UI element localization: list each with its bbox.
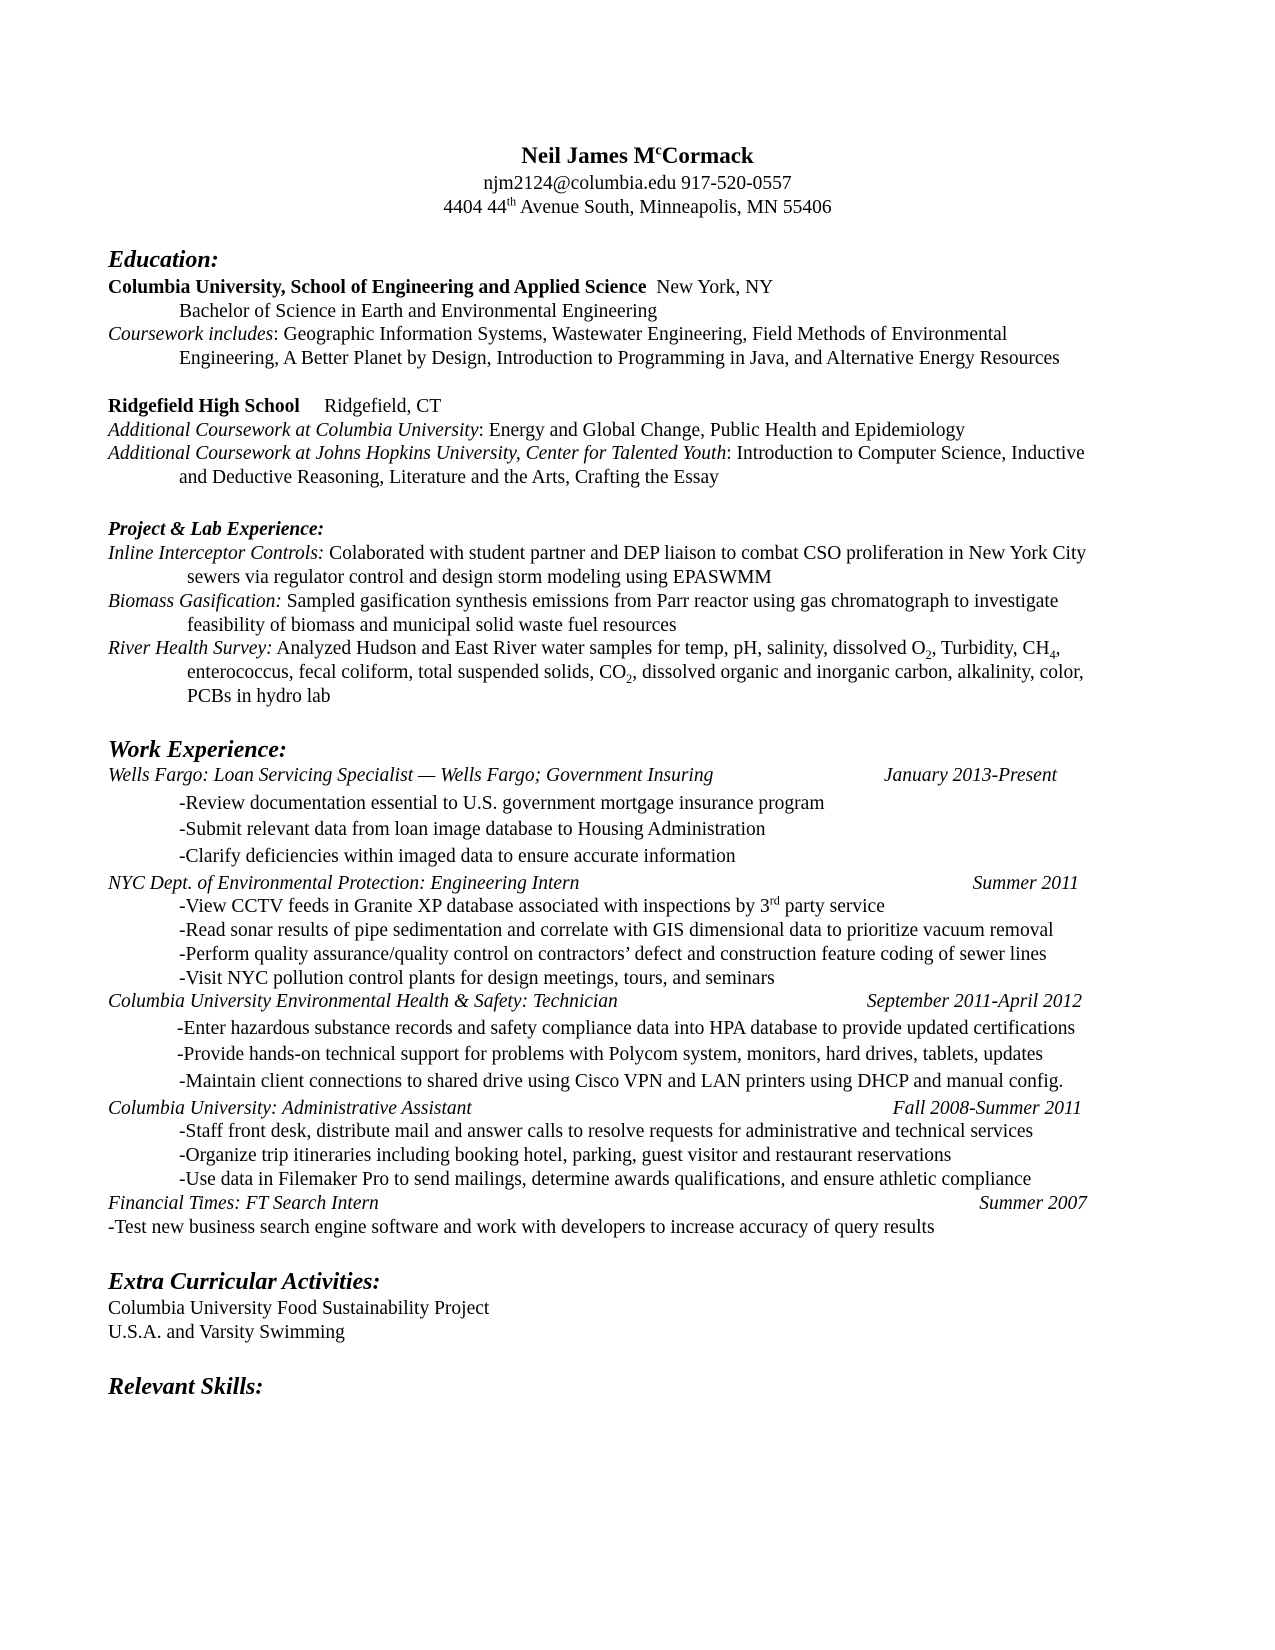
degree-line: Bachelor of Science in Earth and Environmental Engineering bbox=[179, 301, 658, 322]
job-title: Wells Fargo: Loan Servicing Specialist — Wells Fargo; Government Insuring bbox=[108, 765, 714, 786]
job-bullet: -Use data in Filemaker Pro to send mailings, determine awards qualifications, and ensure athletic compliance bbox=[179, 1169, 1032, 1190]
job-bullet: -Read sonar results of pipe sedimentation and correlate with GIS dimensional data to prioritize vacuum removal bbox=[179, 920, 1054, 941]
activity-item: Columbia University Food Sustainability Project bbox=[108, 1298, 490, 1319]
job-bullet: -Clarify deficiencies within imaged data to ensure accurate information bbox=[179, 846, 736, 867]
columbia-line: Columbia University, School of Engineering and Applied Science New York, NY bbox=[108, 277, 774, 298]
job-bullet: -Test new business search engine software and work with developers to increase accuracy of query results bbox=[108, 1217, 935, 1238]
job-bullet: -Submit relevant data from loan image database to Housing Administration bbox=[179, 819, 766, 840]
project-3-line-2: enterococcus, fecal coliform, total suspended solids, $CO_2$, dissolved organic and inorganic carbon, alkalinity, color, bbox=[187, 662, 1084, 686]
resume-name: Neil James $M^cCormack$ bbox=[521, 142, 754, 168]
job-title: Columbia University: Administrative Assistant bbox=[108, 1098, 472, 1119]
project-2-line-2: feasibility of biomass and municipal solid waste fuel resources bbox=[187, 615, 677, 636]
job-date: Summer 2007 bbox=[979, 1193, 1087, 1214]
contact-line: njm2124@columbia.edu 917-520-0557 bbox=[483, 173, 792, 194]
job-date: January 2013-Present bbox=[883, 765, 1057, 786]
activity-item: U.S.A. and Varsity Swimming bbox=[108, 1322, 345, 1343]
job-title: NYC Dept. of Environmental Protection: Engineering Intern bbox=[108, 873, 580, 894]
job-date: September 2011-April 2012 bbox=[866, 991, 1082, 1012]
additional-jhu-line: Additional Coursework at Johns Hopkins University, Center for Talented Youth: Introduction to Computer Science, Inductive bbox=[108, 443, 1085, 464]
extracurricular-heading: Extra Curricular Activities: bbox=[108, 1269, 381, 1295]
education-heading: Education: bbox=[108, 247, 219, 273]
projects-heading: Project & Lab Experience: bbox=[108, 519, 325, 540]
work-heading: Work Experience: bbox=[108, 737, 287, 763]
job-bullet: -Visit NYC pollution control plants for design meetings, tours, and seminars bbox=[179, 968, 775, 989]
skills-heading: Relevant Skills: bbox=[108, 1374, 264, 1400]
job-bullet: -Maintain client connections to shared drive using Cisco VPN and LAN printers using DHCP and manual config. bbox=[179, 1071, 1064, 1092]
project-3-line-3: PCBs in hydro lab bbox=[187, 686, 331, 707]
job-bullet: -Review documentation essential to U.S. government mortgage insurance program bbox=[179, 793, 825, 814]
job-bullet: -Perform quality assurance/quality control on contractors’ defect and construction feature coding of sewer lines bbox=[179, 944, 1047, 965]
additional-jhu-line-2: and Deductive Reasoning, Literature and the Arts, Crafting the Essay bbox=[179, 467, 719, 488]
job-bullet: -Provide hands-on technical support for problems with Polycom system, monitors, hard drives, tablets, updates bbox=[177, 1044, 1043, 1065]
project-2-line: Biomass Gasification: Sampled gasification synthesis emissions from Parr reactor using gas chromatograph to investigate bbox=[108, 591, 1059, 612]
job-title: Columbia University Environmental Health & Safety: Technician bbox=[108, 991, 618, 1012]
project-3-line: River Health Survey: Analyzed Hudson and East River water samples for temp, pH, salinity, dissolved $O_2$, Turbidity, $CH_4$, bbox=[108, 638, 1061, 662]
project-1-line: Inline Interceptor Controls: Colaborated with student partner and DEP liaison to combat CSO proliferation in New York City bbox=[108, 543, 1087, 564]
additional-cu-line: Additional Coursework at Columbia University: Energy and Global Change, Public Health and Epidemiology bbox=[108, 420, 966, 441]
job-date: Summer 2011 bbox=[972, 873, 1079, 894]
coursework-line-2: Engineering, A Better Planet by Design, Introduction to Programming in Java, and Alternative Energy Resources bbox=[179, 348, 1060, 369]
job-bullet: -Enter hazardous substance records and safety compliance data into HPA database to provide updated certifications bbox=[177, 1018, 1076, 1039]
highschool-line: Ridgefield High School Ridgefield, CT bbox=[108, 396, 442, 417]
job-bullet: -Staff front desk, distribute mail and answer calls to resolve requests for administrative and technical services bbox=[179, 1121, 1034, 1142]
job-bullet: -Organize trip itineraries including booking hotel, parking, guest visitor and restaurant reservations bbox=[179, 1145, 952, 1166]
job-bullet: -View CCTV feeds in Granite XP database associated with inspections by 3rd party service bbox=[179, 893, 885, 917]
project-1-line-2: sewers via regulator control and design storm modeling using EPASWMM bbox=[187, 567, 772, 588]
coursework-line: Coursework includes: Geographic Information Systems, Wastewater Engineering, Field Methods of Environmental bbox=[108, 324, 1008, 345]
address-line: 4404 44th Avenue South, Minneapolis, MN 55406 bbox=[443, 194, 832, 218]
job-title: Financial Times: FT Search Intern bbox=[108, 1193, 379, 1214]
job-date: Fall 2008-Summer 2011 bbox=[892, 1098, 1082, 1119]
